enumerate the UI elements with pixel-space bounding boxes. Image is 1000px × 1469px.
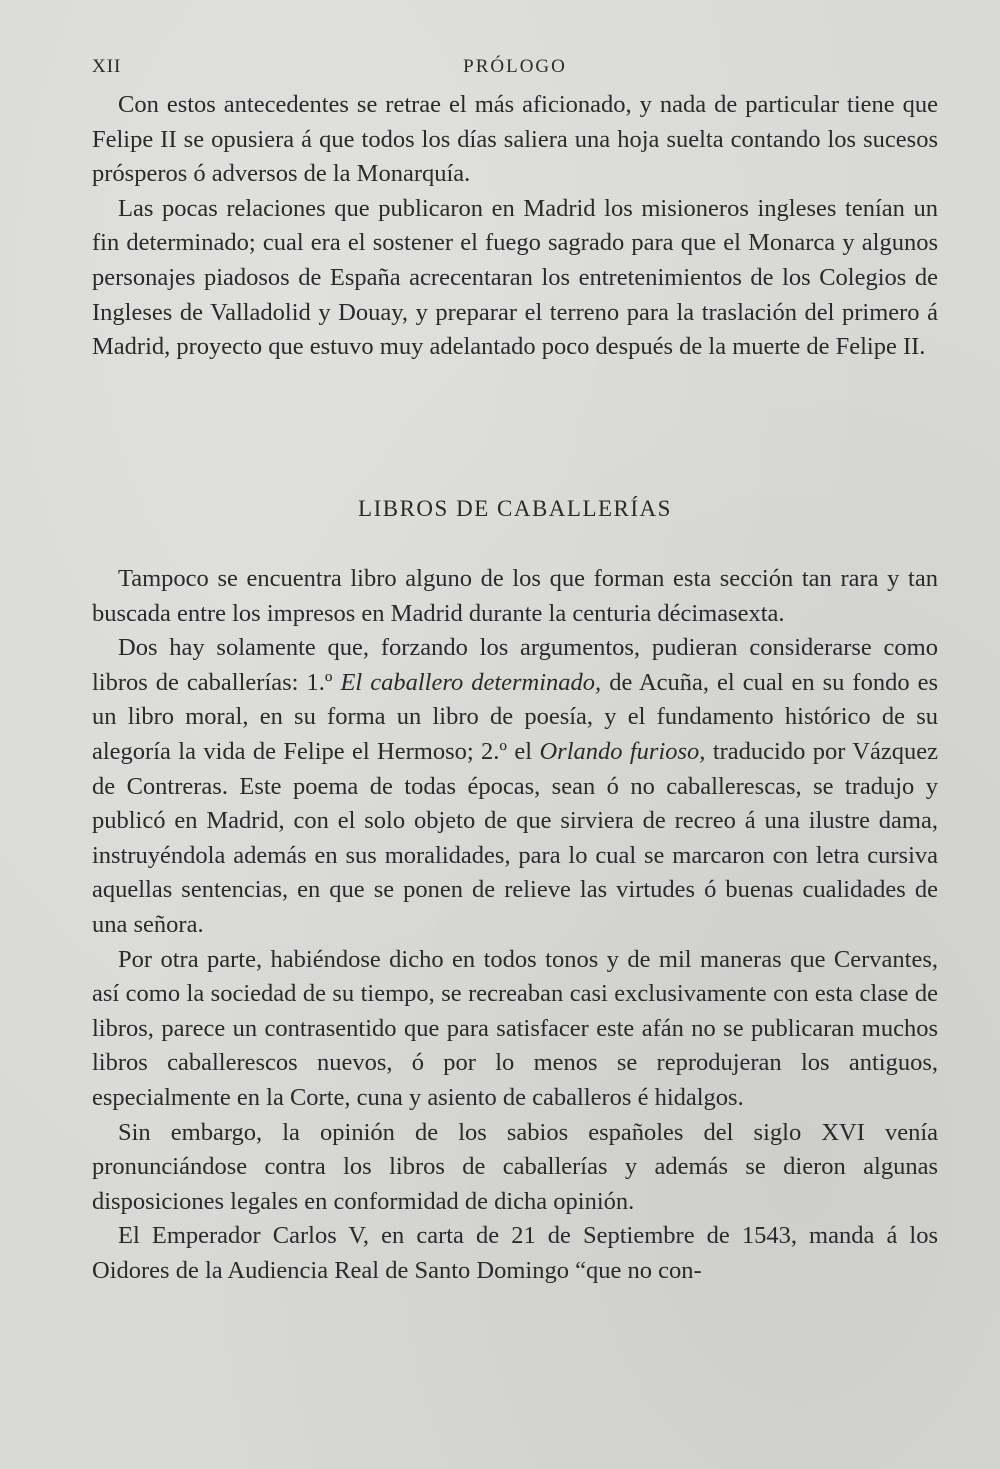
text-run: Sin embargo, la opinión de los sabios españoles del siglo	[118, 1118, 822, 1146]
text-run: traducido por Vázquez de Contreras. Este poema de todas épocas, sean ó no caballerescas, se tradujo y publicó en Madrid, con el solo objeto de que sirviera de recreo á una ilustre dama, instruyéndola además en sus moralidades, para lo cual se marcaron con letra cursiva aquellas sentencias, en que se ponen de relieve las virtudes ó buenas cualidades de una señora.	[92, 737, 938, 938]
paragraph	[92, 631, 938, 942]
paragraph	[92, 1116, 938, 1220]
text-run: Dos hay solamente que, forzando los argumentos, pudieran considerarse como libros de caballerías: 1.º	[92, 634, 938, 696]
paragraph: El Emperador Carlos V, en carta de 21 de Septiembre de 1543, manda á los Oidores de la Audiencia Real de Santo Domingo “que no con-	[92, 1222, 938, 1284]
page-number: XII	[92, 56, 122, 77]
paragraph: Las pocas relaciones que publicaron en Madrid los misioneros ingleses tenían un fin determinado; cual era el sostener el fuego sagrado para que el Monarca y algunos personajes piadosos de España acrecentaran los entretenimientos de los Colegios de Ingleses de Valladolid y Douay, y preparar el terreno para la traslación del primero á Madrid, proyecto que estuvo muy adelantado poco después de la muerte de Felipe II.	[92, 194, 938, 361]
running-head	[92, 56, 938, 84]
paragraph: Por otra parte, habiéndose dicho en todos tonos y de mil maneras que Cervantes, así como la sociedad de su tiempo, se recreaban casi exclusivamente con esta clase de libros, parece un contrasentido que para satisfacer este afán no se publicaran muchos libros caballerescos nuevos, ó por lo menos se reprodujeran los antiguos, especialmente en la Corte, cuna y asiento de caballeros é hidalgos.	[92, 945, 938, 1111]
section-two-text	[92, 562, 938, 1288]
paragraph: Tampoco se encuentra libro alguno de los que forman esta sección tan rara y tan buscada entre los impresos en Madrid durante la centuria décimasexta.	[92, 565, 938, 627]
book-title-italic: Orlando furioso,	[539, 737, 706, 765]
section-one-text	[92, 88, 938, 365]
text-run: venía pronunciándose contra los libros de caballerías y además se dieron algunas disposiciones legales en conformidad de dicha opinión.	[92, 1118, 939, 1215]
paragraph: Con estos antecedentes se retrae el más aficionado, y nada de particular tiene que Felipe II se opusiera á que todos los días saliera una hoja suelta contando los sucesos prósperos ó adversos de la Monarquía.	[92, 91, 938, 188]
century-small-caps: XVI	[821, 1118, 865, 1146]
text-run: de Acuña, el cual en su fondo es un libro moral, en su forma un libro de poesía, y el fundamento histórico de su alegoría la vida de Felipe el Hermoso; 2.º el	[92, 668, 938, 765]
running-title: PRÓLOGO	[463, 56, 567, 77]
section-heading: LIBROS DE CABALLERÍAS	[358, 496, 672, 521]
book-title-italic: El caballero determinado,	[340, 668, 602, 696]
